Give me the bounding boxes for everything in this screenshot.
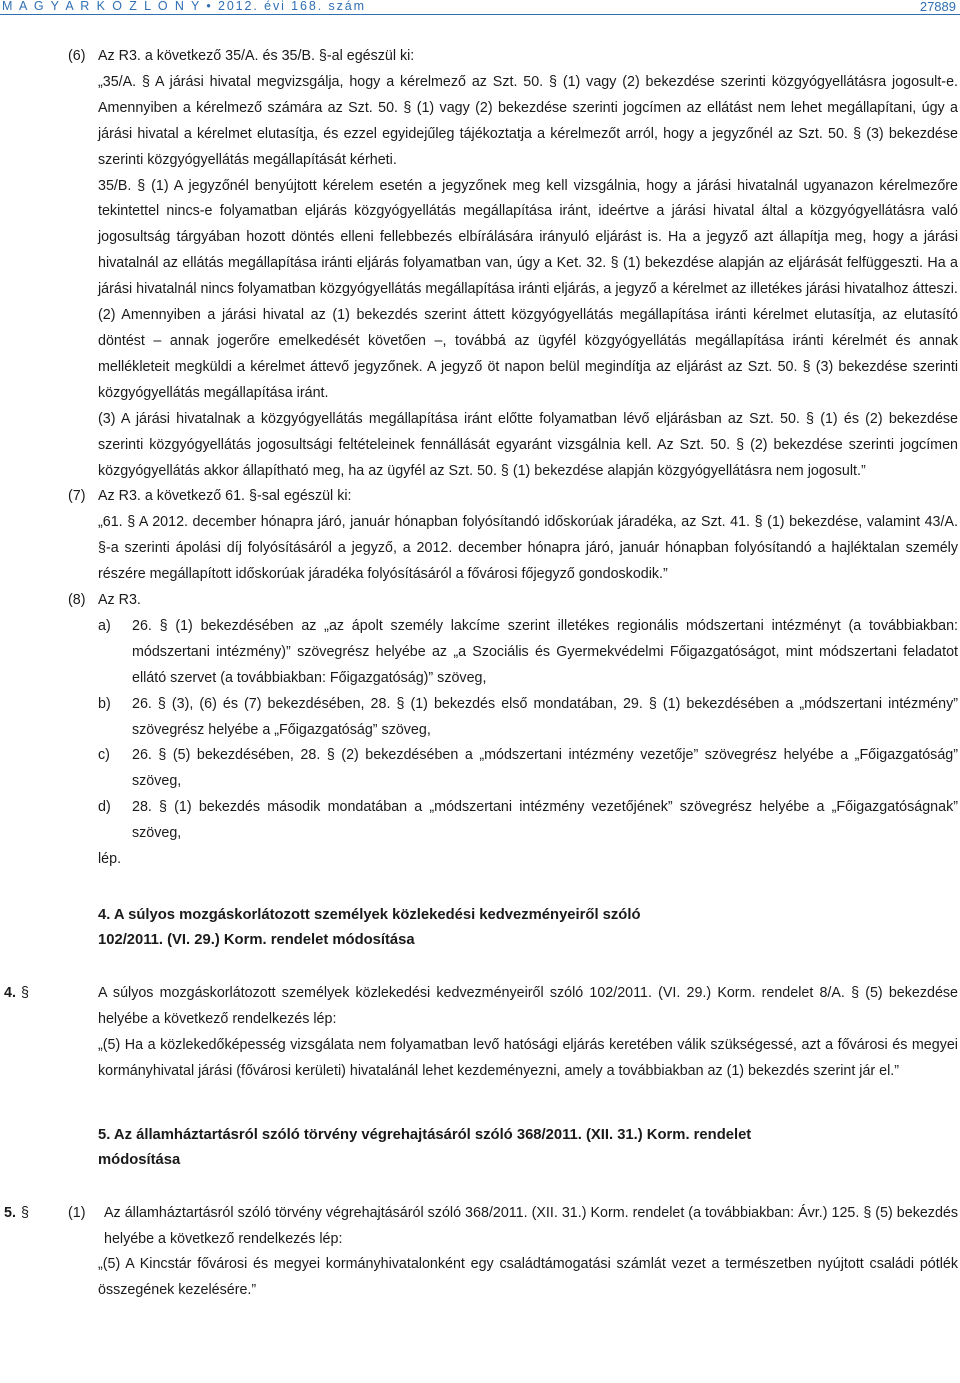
section-quote: „(5) Ha a közlekedőképesség vizsgálata nem folyamatban levő hatósági eljárás keretében válik szükségessé, azt a fővárosi és megyei kormányhivatal járási (fővárosi kerületi) hivatalánál lehet kezdeményezni, amely a továbbiakban az (1) bekezdés szerint jár el.” <box>98 1036 958 1079</box>
paragraph-intro: Az R3. a következő 35/A. és 35/B. §-al egészül ki: <box>98 48 415 64</box>
section-symbol: § <box>21 985 29 1001</box>
section-number: 4. <box>4 985 16 1001</box>
header-rule <box>0 14 960 15</box>
paragraph-number: (7) <box>68 488 86 505</box>
section-heading-line: 4. A súlyos mozgáskorlátozott személyek közlekedési kedvezményeiről szóló <box>98 907 641 923</box>
paragraph-number: (1) <box>68 1204 86 1221</box>
paragraph-intro: Az R3. a következő 61. §-sal egészül ki: <box>98 488 352 505</box>
section-body: A súlyos mozgáskorlátozott személyek közlekedési kedvezményeiről szóló 102/2011. (VI. 29.) Korm. rendelet 8/A. § (5) bekezdése helyébe a következő rendelkezés lép: <box>98 985 958 1027</box>
section-4-paragraph <box>0 981 960 1033</box>
paragraph-8 <box>0 588 960 614</box>
list-item-label: c) <box>98 747 110 764</box>
list-item <box>0 692 960 744</box>
list-item-text: 26. § (5) bekezdésében, 28. § (2) bekezdésében a „módszertani intézmény vezetője” szövegrész helyébe a „Főigazgatóság” szöveg, <box>132 747 958 790</box>
page-header <box>0 0 960 13</box>
paragraph-6 <box>0 44 960 70</box>
section-heading <box>98 1123 838 1173</box>
list-item-label: d) <box>98 799 111 816</box>
list-item-text: 26. § (3), (6) és (7) bekezdésében, 28. § (1) bekezdés első mondatában, 29. § (1) bekezdésében a „módszertani intézmény” szövegrész helyébe a „Főigazgatóság” szöveg, <box>132 695 958 738</box>
list-item-label: b) <box>98 695 111 712</box>
section-heading-line: módosítása <box>98 1151 181 1168</box>
section-number: 5. <box>4 1204 16 1221</box>
section-61: „61. § A 2012. december hónapra járó, január hónapban folyósítandó időskorúak járadéka, az Szt. 41. § (1) bekezdése, valamint 43/A. §-a szerinti ápolási díj folyósításáról a jegyző, a 2012. december hónapra járó, január hónapban folyósítandó a hajléktalan személy részére megállapított időskorúak járadéka folyósításáról a fővárosi főjegyző gondoskodik.” <box>98 514 958 583</box>
section-5-paragraph <box>0 1201 960 1253</box>
page-number: 27889 <box>919 0 956 14</box>
paragraph-7 <box>0 484 960 510</box>
section-35b-1: 35/B. § (1) A jegyzőnél benyújtott kérelem esetén a jegyzőnek meg kell vizsgálnia, hogy a járási hivatalnál ugyanazon kérelmezőre tekintettel nincs-e folyamatban eljárás közgyógyellátás megállapítása iránt, ideértve a járási hivatal által a közgyógyellátásra való jogosultság tárgyában hozott döntés elleni fellebbezés elbírálására irányuló eljárást is. Ha a jegyző azt állapítja meg, hogy a járási hivatalnál az ellátás megállapítása iránti eljárás folyamatban van, úgy a Ket. 32. § (1) bekezdése alapján az eljárását felfüggeszti. Ha a járási hivatalnál nincs folyamatban közgyógyellátás megállapítása iránti eljárás, a jegyző a kérelmet az illetékes járási hivatalhoz átteszi. <box>98 177 958 298</box>
list-item-text: 28. § (1) bekezdés második mondatában a „módszertani intézmény vezetőjének” szövegrész helyébe a „Főigazgatóságnak” szöveg, <box>132 799 958 842</box>
publication-title: M A G Y A R K Ö Z L Ö N Y • 2012. évi 168. szám <box>2 0 366 13</box>
section-35b-3: (3) A járási hivatalnak a közgyógyellátás megállapítása iránt előtte folyamatban lévő eljárásban az Szt. 50. § (1) és (2) bekezdése szerinti közgyógyellátás jogosultsági feltételeinek fennállását egyaránt vizsgálnia kell. Az Szt. 50. § (2) bekezdése szerinti jogcímen közgyógyellátás akkor állapítható meg, ha az ügyfél az Szt. 50. § (1) bekezdése alapján közgyógyellátásra nem jogosult.” <box>98 410 958 479</box>
list-outro: lép. <box>98 851 122 868</box>
list-item-label: a) <box>98 617 111 634</box>
section-symbol: § <box>21 1204 29 1221</box>
paragraph-number: (6) <box>68 48 86 64</box>
document-body <box>0 44 960 1304</box>
list-item <box>0 795 960 847</box>
list-item-text: 26. § (1) bekezdésében az „az ápolt személy lakcíme szerint illetékes regionális módszertani intézményt (a továbbiakban: módszertani intézmény)” szövegrész helyébe az „a Szociális és Gyermekvédelmi Főigazgatóságot, mint módszertani feladatot ellátó szervet (a továbbiakban: Főigazgatóság)” szöveg, <box>132 617 958 686</box>
section-quote: „(5) A Kincstár fővárosi és megyei kormányhivatalonként egy családtámogatási számlát vezet a természetben nyújtott családi pótlék összegének kezelésére.” <box>98 1256 958 1299</box>
section-body: Az államháztartásról szóló törvény végrehajtásáról szóló 368/2011. (XII. 31.) Korm. rendelet (a továbbiakban: Ávr.) 125. § (5) bekezdés helyébe a következő rendelkezés lép: <box>104 1204 958 1247</box>
section-35a: „35/A. § A járási hivatal megvizsgálja, hogy a kérelmező az Szt. 50. § (1) vagy (2) bekezdése szerinti közgyógyellátásra jogosult-e. Amennyiben a kérelmező számára az Szt. 50. § (1) vagy (2) bekezdése szerinti jogcímen az ellátást nem lehet megállapítani, úgy a járási hivatal a kérelmet elutasítja, és ezzel egyidejűleg tájékoztatja a kérelmezőt arról, hogy a jegyzőnél az Szt. 50. § (3) bekezdése szerinti közgyógyellátás megállapítását kérheti. <box>98 73 958 168</box>
paragraph-number: (8) <box>68 592 86 609</box>
paragraph-intro: Az R3. <box>98 592 141 609</box>
section-heading-line: 5. Az államháztartásról szóló törvény végrehajtásáról szóló 368/2011. (XII. 31.) Korm. rendelet <box>98 1126 752 1143</box>
list-item <box>0 614 960 692</box>
section-35b-2: (2) Amennyiben a járási hivatal az (1) bekezdés szerint áttett közgyógyellátás megállapítása iránti kérelmet elutasítja, az elutasító döntést – annak jogerőre emelkedését követően –, továbbá az ügyfél közgyógyellátás megállapítása iránti kérelmét és annak mellékleteit megküldi a kérelmet áttevő jegyzőnek. A jegyző öt napon belül megindítja az eljárást az Szt. 50. § (3) bekezdése szerinti közgyógyellátás megállapítása iránt. <box>98 307 958 401</box>
section-heading <box>98 903 838 953</box>
list-item <box>0 743 960 795</box>
section-heading-line: 102/2011. (VI. 29.) Korm. rendelet módosítása <box>98 932 415 948</box>
